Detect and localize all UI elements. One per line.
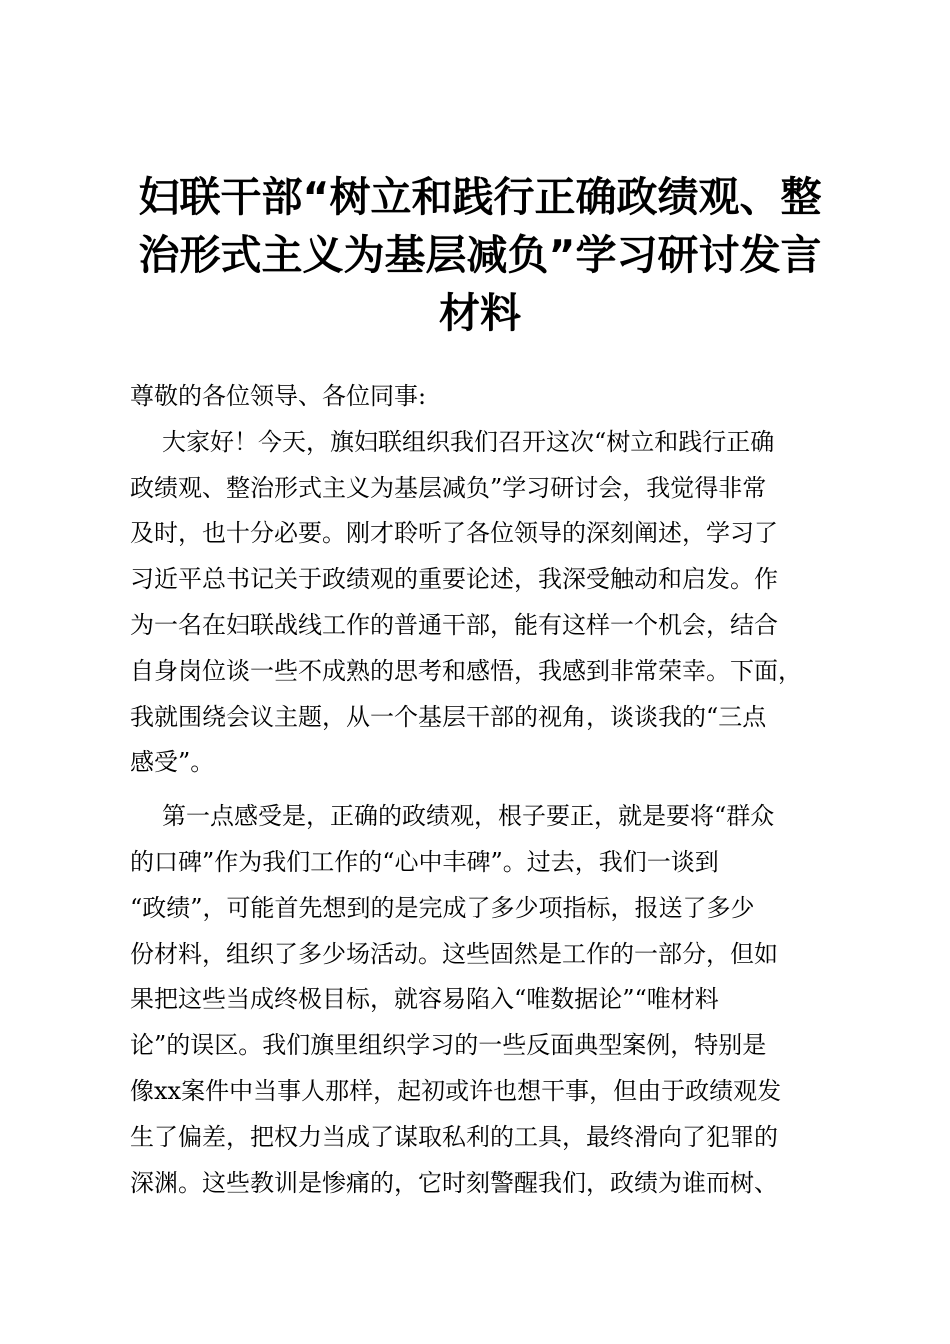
document-title	[100, 168, 860, 342]
paragraph-line: 政绩观、整治形式主义为基层减负”学习研讨会，我觉得非常	[130, 473, 767, 502]
paragraph-line: 自身岗位谈一些不成熟的思考和感悟，我感到非常荣幸。下面，	[130, 656, 802, 685]
title-line: 材料	[439, 289, 521, 337]
paragraph-line: 生了偏差，把权力当成了谋取私利的工具，最终滑向了犯罪的	[130, 1122, 778, 1151]
paragraph-line: 果把这些当成终极目标，就容易陷入“唯数据论”“唯材料	[130, 985, 719, 1014]
paragraph-line: 份材料，组织了多少场活动。这些固然是工作的一部分，但如	[130, 939, 778, 968]
salutation: 尊敬的各位领导、各位同事:	[130, 382, 427, 410]
title-line: 妇联干部“树立和践行正确政绩观、整	[138, 173, 822, 221]
paragraph-line: 及时，也十分必要。刚才聆听了各位领导的深刻阐述，学习了	[130, 519, 778, 548]
paragraph-line: 大家好！今天，旗妇联组织我们召开这次“树立和践行正确	[162, 427, 775, 456]
paragraph-line: 习近平总书记关于政绩观的重要论述，我深受触动和启发。作	[130, 565, 778, 594]
paragraph-line: 论”的误区。我们旗里组织学习的一些反面典型案例，特别是	[130, 1031, 767, 1060]
title-line: 治形式主义为基层减负”学习研讨发言	[138, 231, 822, 279]
paragraph-spacer	[130, 786, 830, 794]
paragraph-line: 像xx案件中当事人那样，起初或许也想干事，但由于政绩观发	[130, 1076, 782, 1105]
paragraph-2	[130, 794, 830, 1206]
paragraph-line: 第一点感受是，正确的政绩观，根子要正，就是要将“群众	[162, 802, 775, 831]
paragraph-line: 的口碑”作为我们工作的“心中丰碑”。过去，我们一谈到	[130, 847, 719, 876]
paragraph-line: 为一名在妇联战线工作的普通干部，能有这样一个机会，结合	[130, 610, 778, 639]
document-body	[130, 374, 830, 1206]
paragraph-line: 我就围绕会议主题，从一个基层干部的视角，谈谈我的“三点	[130, 702, 767, 731]
paragraph-line: “政绩”，可能首先想到的是完成了多少项指标，报送了多少	[130, 893, 755, 922]
paragraph-1	[130, 420, 830, 786]
paragraph-line: 深渊。这些教训是惨痛的，它时刻警醒我们，政绩为谁而树、	[130, 1168, 778, 1197]
paragraph-line: 感受”。	[130, 748, 215, 777]
